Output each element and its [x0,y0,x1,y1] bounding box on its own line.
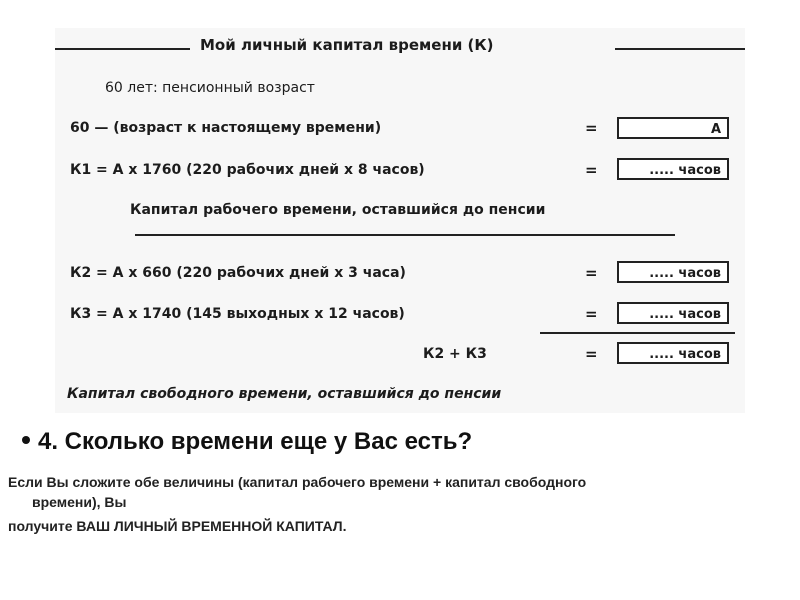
bullet-icon [22,436,30,444]
row-sum-box: ..... часов [617,342,729,364]
figure-title: Мой личный капитал времени (К) [200,36,494,54]
row-k3-box: ..... часов [617,302,729,324]
row-k1-label: К1 = А х 1760 (220 рабочих дней х 8 часов) [70,162,425,178]
work-capital-caption: Капитал рабочего времени, оставшийся до пенсии [130,202,546,218]
row-a-label: 60 — (возраст к настоящему времени) [70,120,382,136]
row-sum-equals: = [585,345,598,363]
row-a-box: А [617,117,729,139]
row-k3-label: К3 = А х 1740 (145 выходных х 12 часов) [70,306,405,322]
title-rule-left [55,48,190,50]
row-k3-equals: = [585,305,598,323]
retirement-age-text: 60 лет: пенсионный возраст [105,80,315,96]
question-text: 4. Сколько времени еще у Вас есть? [38,428,473,455]
title-rule-right [615,48,745,50]
question-heading [22,428,472,456]
paragraph-line-1: Если Вы сложите обе величины (капитал рабочего времени + капитал свободного [8,474,587,490]
paragraph-line-3: получите ВАШ ЛИЧНЫЙ ВРЕМЕННОЙ КАПИТАЛ. [8,518,347,534]
free-capital-caption: Капитал свободного времени, оставшийся до пенсии [67,386,502,402]
sum-rule [540,332,735,334]
row-k1-equals: = [585,161,598,179]
row-a-equals: = [585,119,598,137]
row-k2-equals: = [585,264,598,282]
row-k2-box: ..... часов [617,261,729,283]
row-sum-label: К2 + К3 [423,346,487,362]
work-capital-rule [135,234,675,236]
row-k1-box: ..... часов [617,158,729,180]
paragraph-line-2: времени), Вы [32,494,127,510]
time-capital-figure [55,28,745,413]
row-k2-label: К2 = А х 660 (220 рабочих дней х 3 часа) [70,265,406,281]
